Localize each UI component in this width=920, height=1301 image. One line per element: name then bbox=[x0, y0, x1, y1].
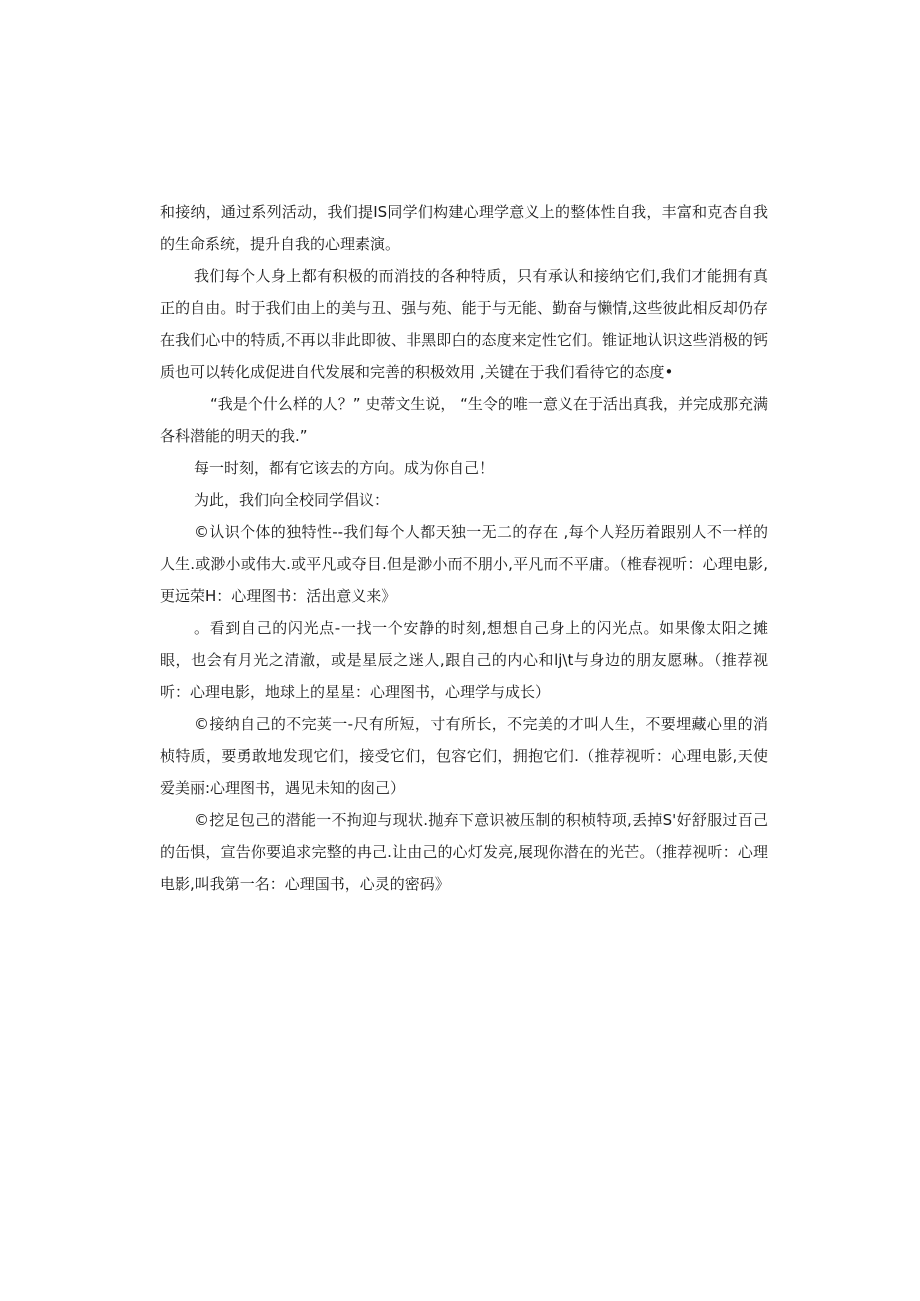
paragraph-proposal-intro: 为此，我们向全校同学倡议： bbox=[194, 491, 390, 509]
paragraph-quote: “我是个什么样的人？” 史蒂文生说， “生令的唯一意义在于活出真我，并完成那充满各科潜能的明天的我.” bbox=[160, 395, 768, 445]
proposal-item-imperfection: ©接纳自己的不完荚一-尺有所短，寸有所长，不完美的才叫人生，不要埋藏心里的消桢特质，要勇敢地发现它们，接受它们，包容它们，拥抱它们.（推荐视听：心理电影,天使爱美丽:心理图书，遇见未知的囱己） bbox=[160, 715, 768, 797]
document-body bbox=[160, 196, 768, 900]
proposal-item-uniqueness: ©认识个体的独特性--我们每个人都天独一无二的存在 ,每个人羟历着跟别人不一样的人生.或渺小或伟大.或平凡或夺目.但是渺小而不朋小,平凡而不平庸。（椎春视听：心理电影,更远荣H：心理图书：活出意义来》 bbox=[160, 523, 768, 605]
paragraph-direction: 每一时刻，都有它该去的方向。成为你自己！ bbox=[194, 459, 495, 477]
proposal-item-potential: ©挖足包己的潜能一不拘迎与现状.抛弃下意识被压制的积桢特项,丢掉S'好舒服过百己的缶惧，宣告你要追求完整的冉己.让由己的心灯发亮,展现你潜在的光芒。（推荐视听：心理电影,叫我第一名：心理国书，心灵的密码》 bbox=[160, 811, 768, 893]
paragraph-traits: 我们每个人身上都有积极的而消技的各种特质，只有承认和接纳它们,我们才能拥有真正的自由。时于我们由上的美与丑、强与苑、能于与无能、勤奋与懒情,这些彼此相反却仍存在我们心中的特质,不再以非此即彼、非黑即白的态度来定性它们。锥证地认识这些消极的钙质也可以转化成促进自代发展和完善的积极效用 ,关键在于我们看待它的态度• bbox=[160, 267, 768, 381]
proposal-item-highlights: 。看到自己的闪光点-一找一个安静的时刻,想想自己身上的闪光点。如果像太阳之摊眼，也会有月光之清澈，或是星辰之迷人,跟自己的内心和lj\t与身边的朋友愿琳。（推荐视听：心理电影，地球上的星星：心理图书，心理学与成长） bbox=[160, 619, 768, 701]
paragraph-intro-continuation: 和接纳，通过系列活动，我们提IS同学们构建心理学意义上的整体性自我，丰富和克杏自我的生命系统，提升自我的心理素演。 bbox=[160, 203, 768, 253]
